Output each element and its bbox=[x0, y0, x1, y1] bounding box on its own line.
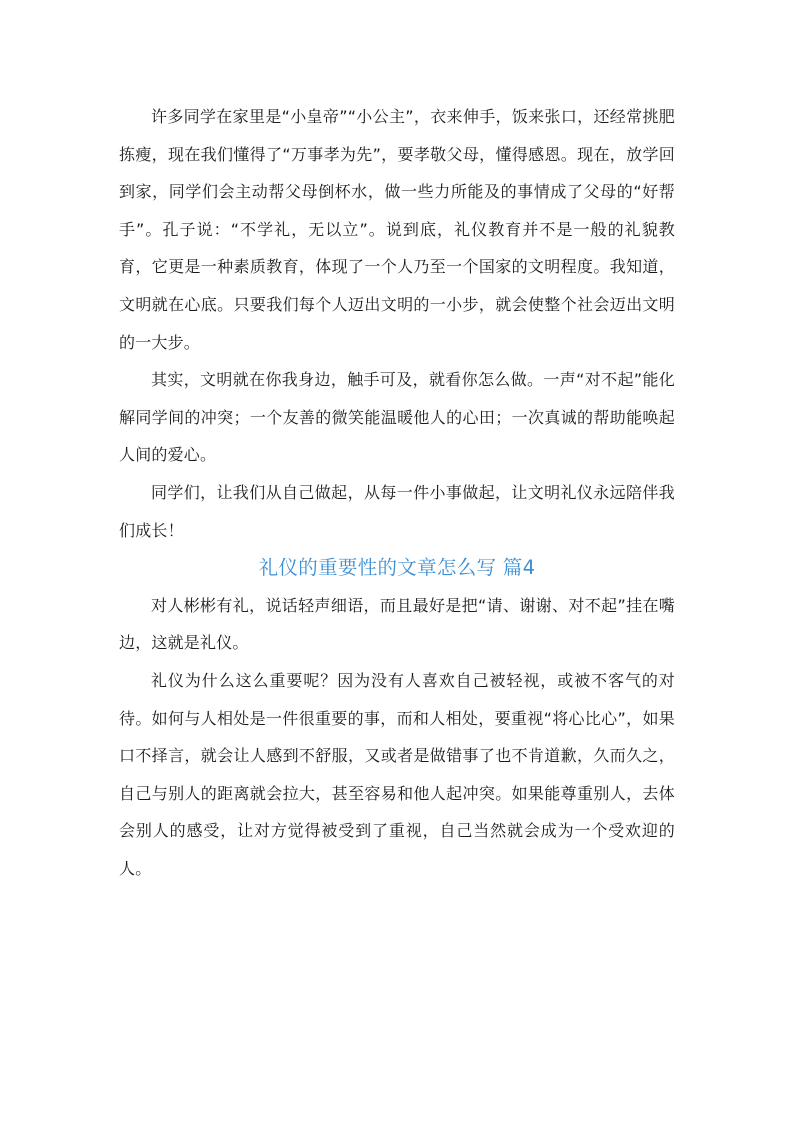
section-heading: 礼仪的重要性的文章怎么写 篇4 bbox=[258, 556, 536, 580]
paragraph-call-to-action: 同学们，让我们从自己做起，从每一件小事做起，让文明礼仪永远陪伴我们成长！ bbox=[119, 482, 675, 540]
paragraph-why-etiquette-matters: 礼仪为什么这么重要呢？因为没有人喜欢自己被轻视，或被不客气的对待。如何与人相处是一件很重要的事，而和人相处，要重视“将心比心”，如果口不择言，就会让人感到不舒服，又或者是做错事了也不肯道歉，久而久之，自己与别人的距离就会拉大，甚至容易和他人起冲突。如果能尊重别人，去体会别人的感受，让对方觉得被受到了重视，自己当然就会成为一个受欢迎的人。 bbox=[119, 670, 675, 878]
paragraph-definition-of-etiquette: 对人彬彬有礼，说话轻声细语，而且最好是把“请、谢谢、对不起”挂在嘴边，这就是礼仪。 bbox=[119, 595, 675, 653]
paragraph-filial-piety: 许多同学在家里是“小皇帝”“小公主”，衣来伸手，饭来张口，还经常挑肥拣瘦，现在我们懂得了“万事孝为先”，要孝敬父母，懂得感恩。现在，放学回到家，同学们会主动帮父母倒杯水，做一些力所能及的事情成了父母的“好帮手”。孔子说：“不学礼，无以立”。说到底，礼仪教育并不是一般的礼貌教育，它更是一种素质教育，体现了一个人乃至一个国家的文明程度。我知道，文明就在心底。只要我们每个人迈出文明的一小步，就会使整个社会迈出文明的一大步。 bbox=[119, 107, 675, 352]
document-page bbox=[119, 98, 675, 887]
paragraph-civility-around-us: 其实，文明就在你我身边，触手可及，就看你怎么做。一声“对不起”能化解同学间的冲突；一个友善的微笑能温暖他人的心田；一次真诚的帮助能唤起人间的爱心。 bbox=[119, 370, 675, 465]
